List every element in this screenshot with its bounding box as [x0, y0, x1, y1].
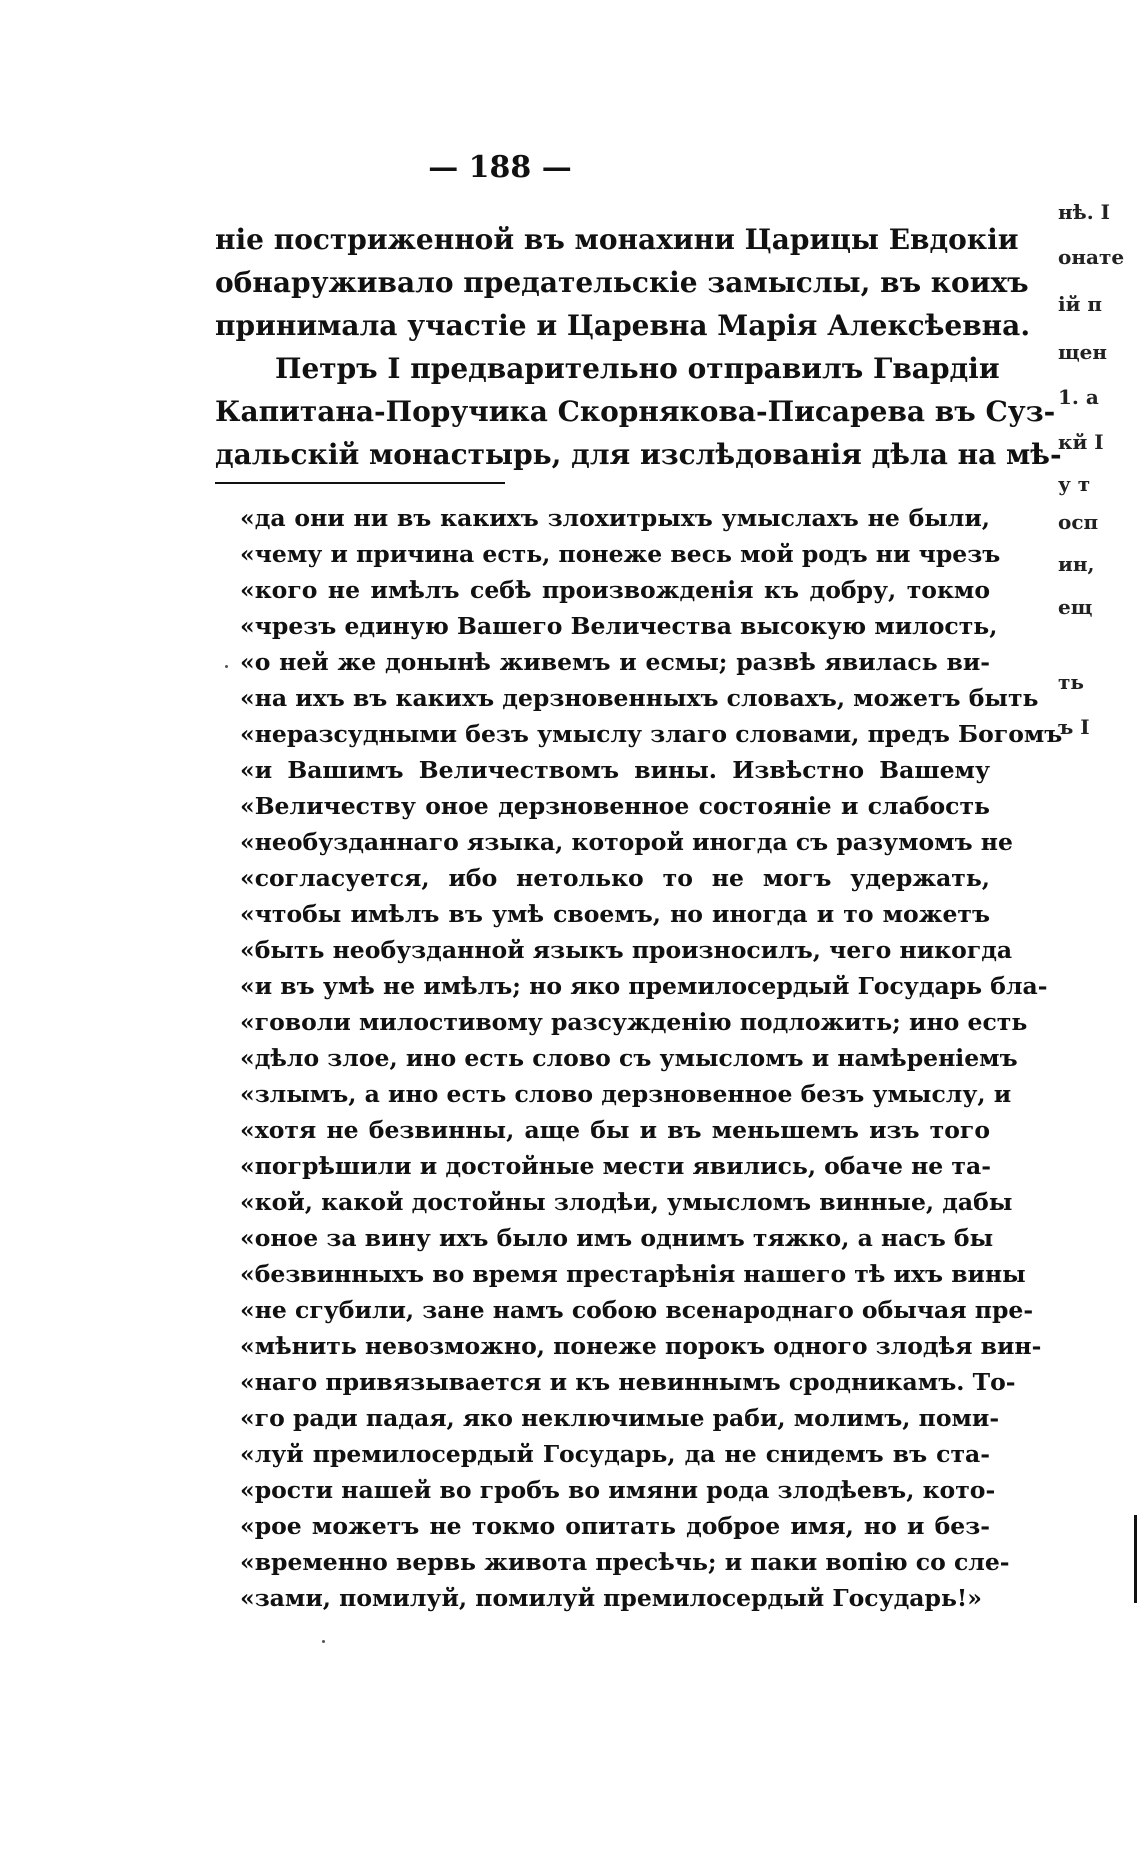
quote-line: «хотя не безвинны, аще бы и въ меньшемъ изъ того: [240, 1116, 990, 1144]
quote-line: «говоли милостивому разсужденію подложить; ино есть: [240, 1008, 1028, 1036]
quote-line: «на ихъ въ какихъ дерзновенныхъ словахъ, можетъ быть: [240, 684, 1039, 712]
bleed-fragment: 1. а: [1058, 385, 1099, 409]
main-line: дальскій монастырь, для изслѣдованія дѣла на мѣ-: [215, 438, 1062, 471]
quote-line: «погрѣшили и достойные мести явились, обаче не та-: [240, 1152, 991, 1180]
quote-line: «быть необузданной языкъ произносилъ, чего никогда: [240, 936, 1013, 964]
quote-line: «неразсудными безъ умыслу злаго словами, предъ Богомъ: [240, 720, 1063, 748]
main-line: Капитана-Поручика Скорнякова-Писарева въ Суз-: [215, 395, 1056, 428]
quote-line: «зами, помилуй, помилуй премилосердый Государь!»: [240, 1584, 982, 1612]
quote-line: «о ней же донынѣ живемъ и есмы; развѣ явилась ви-: [240, 648, 990, 676]
quote-line: «оное за вину ихъ было имъ однимъ тяжко, а насъ бы: [240, 1224, 994, 1252]
quote-line: «безвинныхъ во время престарѣнія нашего тѣ ихъ вины: [240, 1260, 1026, 1288]
quote-line: «рое можетъ не токмо опитать доброе имя, но и без-: [240, 1512, 990, 1540]
main-line: принимала участіе и Царевна Марія Алексѣевна.: [215, 309, 1031, 342]
quote-line: «не сгубили, зане намъ собою всенароднаго обычая пре-: [240, 1296, 1034, 1324]
main-line: обнаруживало предательскіе замыслы, въ коихъ: [215, 266, 1029, 299]
quote-line: «Величеству оное дерзновенное состояніе и слабость: [240, 792, 990, 820]
quote-line: «го ради падая, яко неключимые раби, молимъ, поми-: [240, 1404, 1000, 1432]
quote-line: «необузданнаго языка, которой иногда съ разумомъ не: [240, 828, 1013, 856]
quote-line: «чтобы имѣлъ въ умѣ своемъ, но иногда и то можетъ: [240, 900, 990, 928]
bleed-fragment: ещ: [1058, 595, 1093, 619]
quote-line: «чрезъ единую Вашего Величества высокую милость,: [240, 612, 998, 640]
quote-line: «рости нашей во гробъ во имяни рода злодѣевъ, кото-: [240, 1476, 996, 1504]
bleed-fragment: ть: [1058, 670, 1084, 694]
bleed-fragment: онате: [1058, 245, 1125, 269]
quote-line: «да они ни въ какихъ злохитрыхъ умыслахъ не были,: [240, 504, 990, 532]
quote-line: «согласуется, ибо нетолько то не могъ удержать,: [240, 864, 990, 892]
bleed-fragment: щен: [1058, 340, 1108, 364]
bleed-fragment: осп: [1058, 510, 1099, 534]
quote-line: «наго привязывается и къ невиннымъ сродникамъ. То-: [240, 1368, 1016, 1396]
print-speck: [322, 1640, 325, 1643]
quote-line: «и въ умѣ не имѣлъ; но яко премилосердый Государь бла-: [240, 972, 1048, 1000]
quote-line: «луй премилосердый Государь, да не снидемъ въ ста-: [240, 1440, 990, 1468]
print-speck: [225, 665, 228, 668]
main-line: ніе постриженной въ монахини Царицы Евдокіи: [215, 223, 1019, 256]
bleed-fragment: ій п: [1058, 292, 1103, 316]
quote-line: «кого не имѣлъ себѣ произвожденія къ добру, токмо: [240, 576, 990, 604]
quote-line: «дѣло злое, ино есть слово съ умысломъ и намѣреніемъ: [240, 1044, 1018, 1072]
quote-line: «мѣнить невозможно, понеже порокъ одного злодѣя вин-: [240, 1332, 1042, 1360]
bleed-fragment: у т: [1058, 472, 1091, 496]
bleed-mark: [1134, 1515, 1137, 1603]
page-number: — 188 —: [428, 150, 572, 185]
footnote-quote: [240, 500, 1063, 1616]
quote-line: «временно вервь живота пресѣчь; и паки вопію со сле-: [240, 1548, 1010, 1576]
bleed-fragment: кй I: [1058, 430, 1104, 454]
quote-line: «чему и причина есть, понеже весь мой родъ ни чрезъ: [240, 540, 1001, 568]
bleed-fragment: нѣ. I: [1058, 200, 1110, 224]
footnote-rule: [215, 482, 505, 484]
bleed-fragment: ин,: [1058, 552, 1095, 576]
main-line: Петръ I предварительно отправилъ Гвардіи: [275, 352, 1000, 385]
quote-line: «и Вашимъ Величествомъ вины. Извѣстно Вашему: [240, 756, 990, 784]
bleed-fragment: ъ I: [1058, 715, 1090, 739]
quote-line: «кой, какой достойны злодѣи, умысломъ винные, дабы: [240, 1188, 1013, 1216]
main-text: [215, 218, 1062, 476]
quote-line: «злымъ, а ино есть слово дерзновенное безъ умыслу, и: [240, 1080, 1012, 1108]
